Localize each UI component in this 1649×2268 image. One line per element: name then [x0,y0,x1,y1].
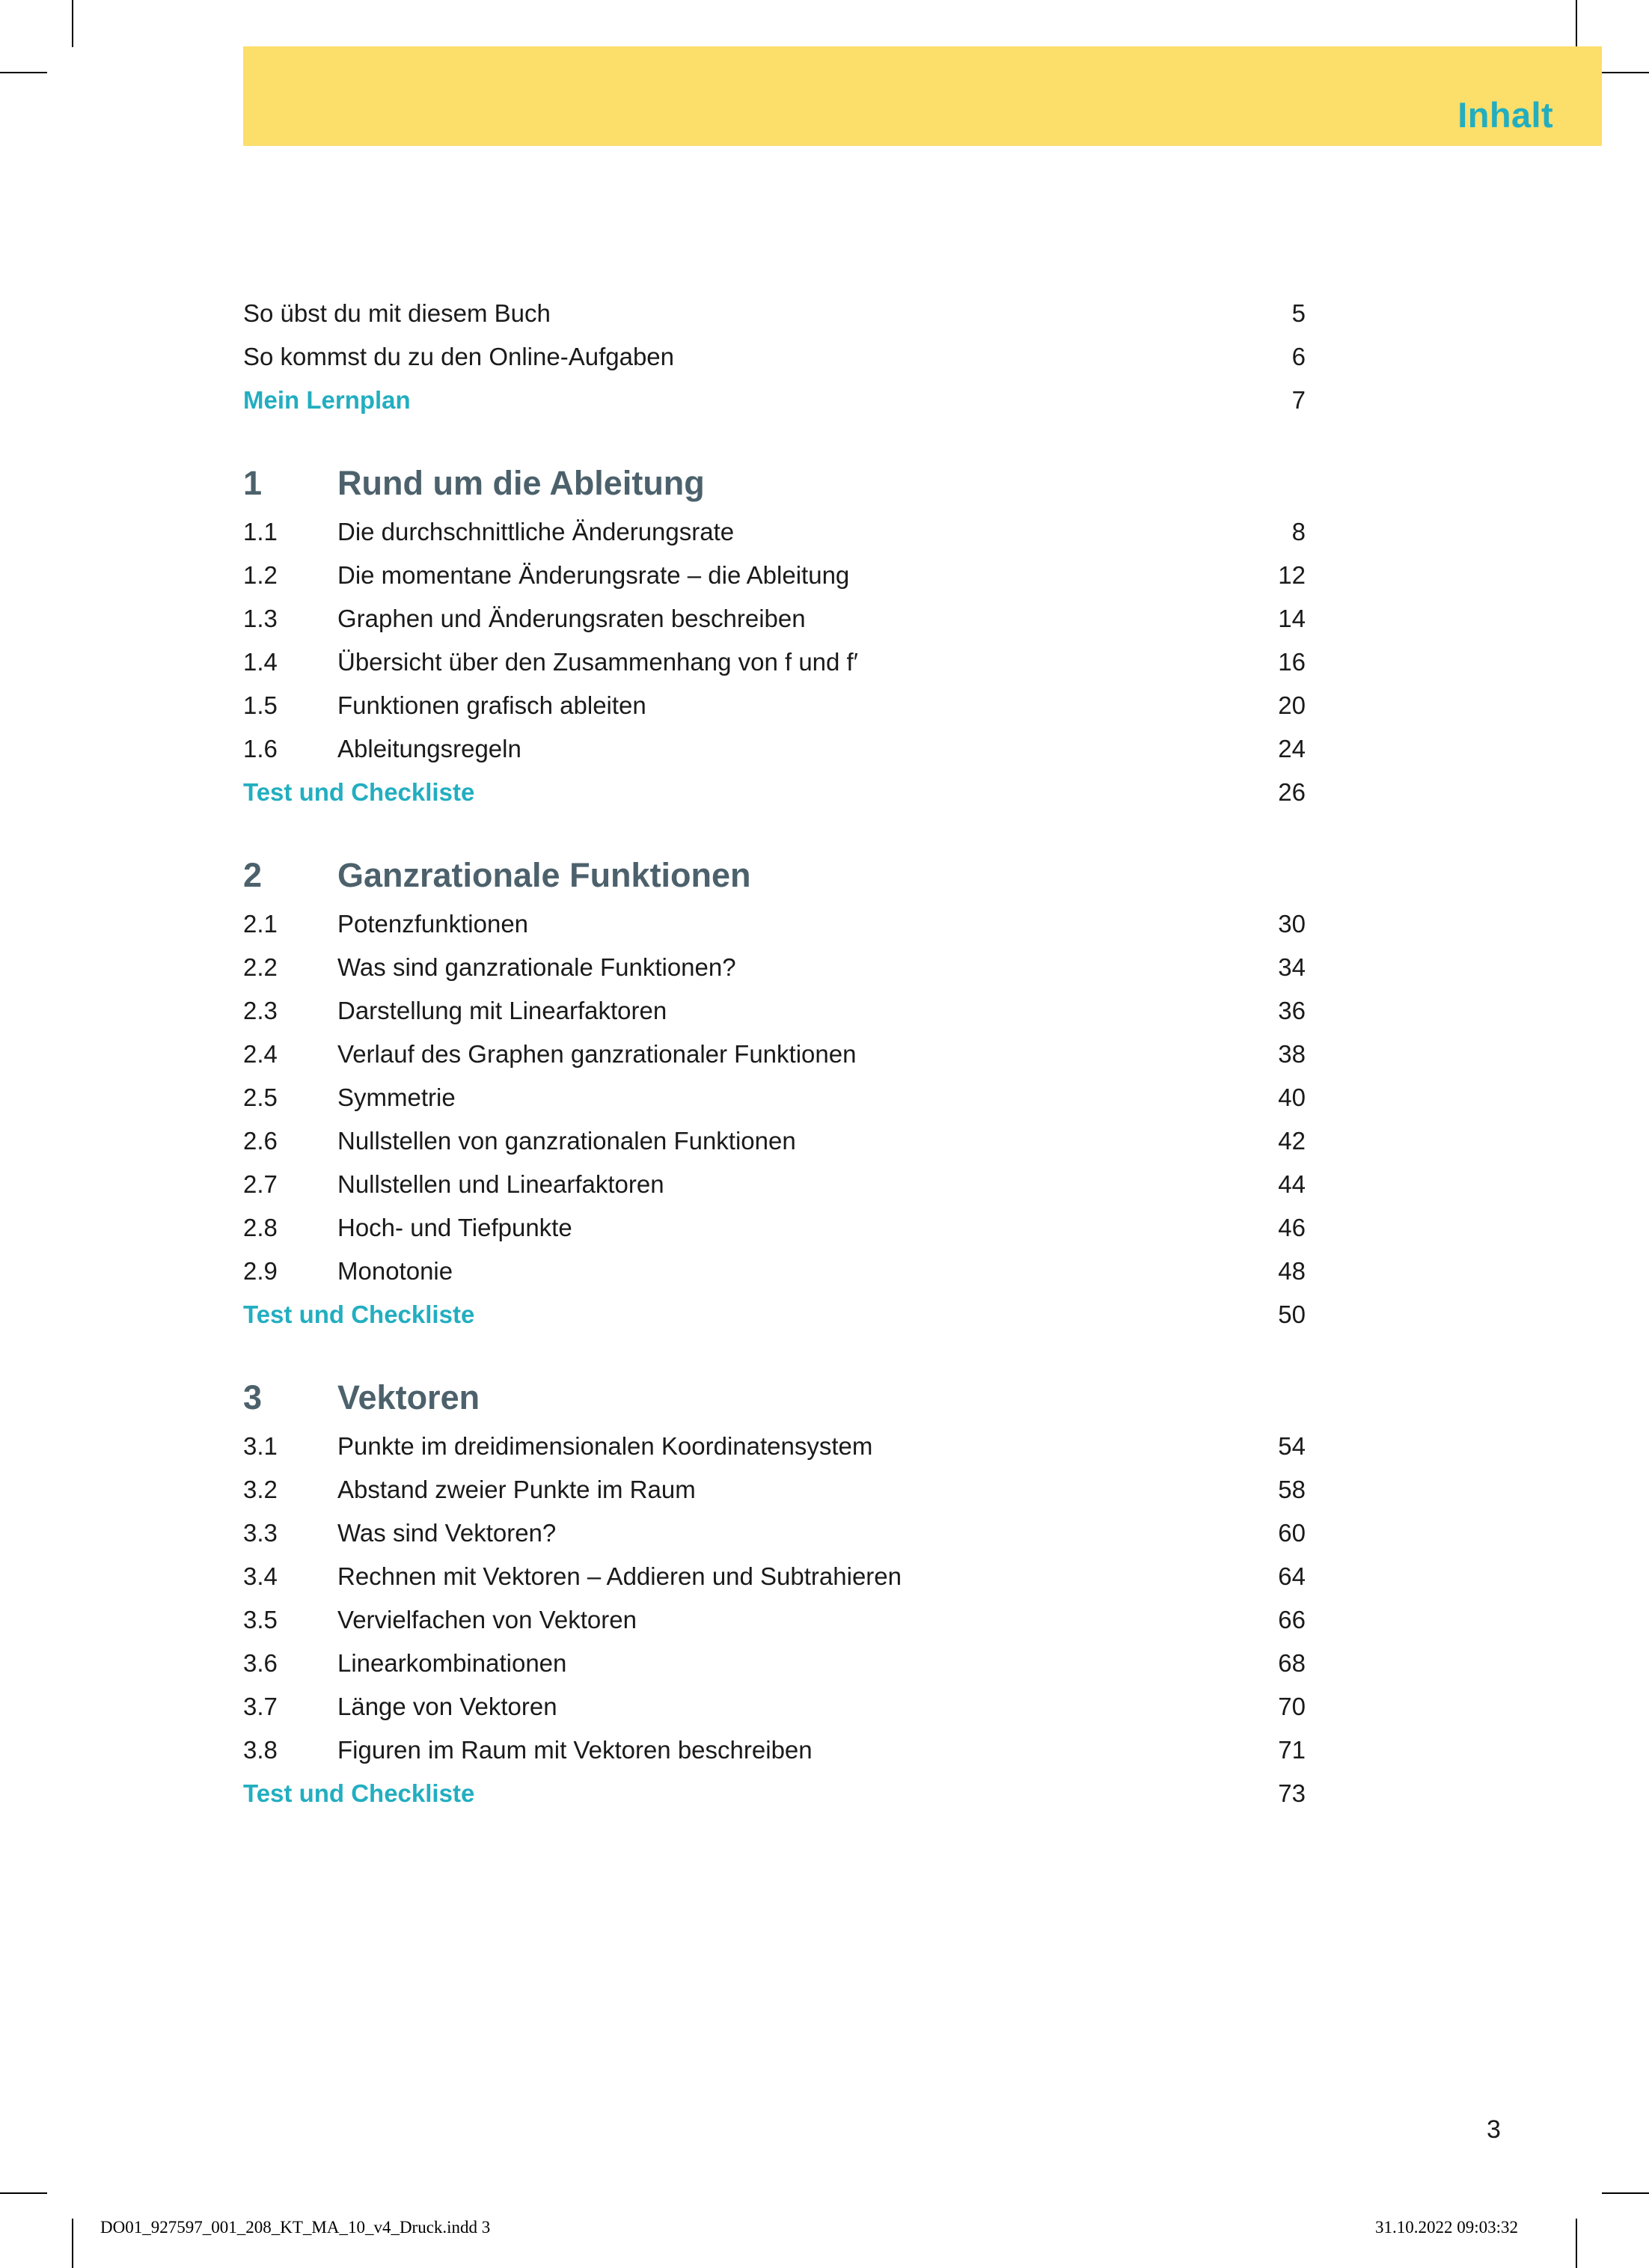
toc-entry-label: Test und Checkliste [243,1300,475,1328]
toc-entry-label: Nullstellen und Linearfaktoren [337,1170,664,1198]
toc-entry-label: Verlauf des Graphen ganzrationaler Funktionen [337,1040,857,1068]
toc-entry-2-9[interactable] [243,1250,1306,1293]
toc-entry-label: Die momentane Änderungsrate – die Ableitung [337,561,850,589]
toc-entry-page: 42 [1278,1127,1306,1155]
toc-entry-2-7[interactable] [243,1163,1306,1206]
toc-entry-number: 3.7 [243,1693,278,1720]
toc-entry-page: 66 [1278,1606,1306,1633]
toc-entry-label: Symmetrie [337,1083,456,1111]
toc-entry-label: Linearkombinationen [337,1649,567,1677]
chapter-number: 2 [243,856,263,894]
toc-entry-page: 34 [1278,953,1306,981]
toc-entry-3-7[interactable] [243,1685,1306,1728]
toc-entry-label: Hoch- und Tiefpunkte [337,1214,572,1241]
toc-entry-page: 44 [1278,1170,1306,1198]
toc-entry-3-1[interactable] [243,1425,1306,1468]
toc-entry-label: Darstellung mit Linearfaktoren [337,997,667,1024]
toc-entry-number: 3.2 [243,1476,278,1503]
page-header-band [243,46,1602,146]
toc-entry-label: Graphen und Änderungsraten beschreiben [337,605,806,632]
toc-entry-label: Mein Lernplan [243,386,411,414]
toc-entry-number: 1.1 [243,518,278,545]
chapter-title: Vektoren [337,1378,480,1416]
chapter-heading-1[interactable] [243,461,1306,506]
toc-entry-number: 3.4 [243,1562,278,1590]
toc-entry-page: 50 [1278,1300,1306,1328]
toc-entry-page: 24 [1278,735,1306,762]
toc-entry-number: 2.9 [243,1257,278,1285]
chapter-title: Ganzrationale Funktionen [337,856,751,894]
toc-entry-page: 58 [1278,1476,1306,1503]
toc-entry-2-4[interactable] [243,1033,1306,1076]
toc-entry-number: 2.3 [243,997,278,1024]
toc-entry-label: Funktionen grafisch ableiten [337,691,646,719]
table-of-contents [243,292,1306,1815]
chapter-group-2 [243,853,1306,1336]
toc-entry-page: 38 [1278,1040,1306,1068]
toc-entry-number: 1.5 [243,691,278,719]
toc-entry-1-3[interactable] [243,597,1306,641]
chapter-group-3 [243,1375,1306,1815]
toc-entry-label: Die durchschnittliche Änderungsrate [337,518,735,545]
toc-entry-page: 5 [1291,299,1306,327]
toc-entry-page: 70 [1278,1693,1306,1720]
toc-entry-2-1[interactable] [243,902,1306,946]
toc-entry-label: So übst du mit diesem Buch [243,299,551,327]
toc-entry-front-0[interactable] [243,292,1306,335]
toc-entry-page: 71 [1278,1736,1306,1764]
toc-entry-number: 3.1 [243,1432,278,1460]
toc-entry-label: Test und Checkliste [243,778,475,806]
toc-entry-3-2[interactable] [243,1468,1306,1512]
toc-entry-page: 30 [1278,910,1306,938]
toc-entry-2-3[interactable] [243,989,1306,1033]
front-matter-group [243,292,1306,422]
chapter-group-1 [243,461,1306,814]
toc-entry-3-5[interactable] [243,1598,1306,1642]
toc-entry-front-1[interactable] [243,335,1306,379]
toc-entry-2-8[interactable] [243,1206,1306,1250]
toc-entry-label: Was sind ganzrationale Funktionen? [337,953,736,981]
toc-entry-number: 3.6 [243,1649,278,1677]
toc-entry-page: 8 [1291,518,1306,545]
toc-entry-number: 2.1 [243,910,278,938]
crop-mark-bottom-right-horizontal [1602,2192,1649,2194]
chapter-number: 3 [243,1378,263,1416]
toc-entry-page: 40 [1278,1083,1306,1111]
print-slug-timestamp: 31.10.2022 09:03:32 [1375,2218,1519,2237]
page-title: Inhalt [1457,95,1553,135]
toc-entry-page: 7 [1291,386,1306,414]
toc-entry-page: 68 [1278,1649,1306,1677]
toc-entry-1-1[interactable] [243,510,1306,554]
toc-entry-2-5[interactable] [243,1076,1306,1119]
chapter-heading-2[interactable] [243,853,1306,898]
toc-entry-number: 2.7 [243,1170,278,1198]
toc-entry-page: 64 [1278,1562,1306,1590]
crop-mark-top-left-horizontal [0,72,47,73]
toc-entry-label: Figuren im Raum mit Vektoren beschreiben [337,1736,813,1764]
toc-entry-label: So kommst du zu den Online-Aufgaben [243,343,675,370]
toc-entry-number: 2.8 [243,1214,278,1241]
crop-mark-bottom-right-vertical [1576,2219,1577,2268]
toc-entry-page: 6 [1291,343,1306,370]
toc-entry-1-4[interactable] [243,641,1306,684]
toc-entry-page: 12 [1278,561,1306,589]
toc-entry-2-6[interactable] [243,1119,1306,1163]
toc-entry-test-checkliste-2[interactable] [243,1293,1306,1336]
toc-entry-number: 2.6 [243,1127,278,1155]
page-number: 3 [1487,2115,1501,2144]
toc-entry-number: 2.2 [243,953,278,981]
toc-entry-number: 3.5 [243,1606,278,1633]
toc-entry-3-8[interactable] [243,1728,1306,1772]
chapter-title: Rund um die Ableitung [337,464,705,502]
toc-entry-3-6[interactable] [243,1642,1306,1685]
toc-entry-label: Ableitungsregeln [337,735,521,762]
toc-entry-1-5[interactable] [243,684,1306,727]
toc-entry-label: Was sind Vektoren? [337,1519,557,1547]
toc-entry-number: 2.5 [243,1083,278,1111]
toc-entry-page: 48 [1278,1257,1306,1285]
toc-entry-page: 26 [1278,778,1306,806]
toc-entry-page: 46 [1278,1214,1306,1241]
toc-entry-page: 36 [1278,997,1306,1024]
toc-entry-1-2[interactable] [243,554,1306,597]
toc-entry-test-checkliste-1[interactable] [243,771,1306,814]
toc-entry-label: Übersicht über den Zusammenhang von f und f′ [337,648,858,676]
toc-entry-label: Vervielfachen von Vektoren [337,1606,637,1633]
toc-entry-3-4[interactable] [243,1555,1306,1598]
crop-mark-top-right-vertical [1576,0,1577,47]
toc-entry-page: 54 [1278,1432,1306,1460]
toc-entry-1-6[interactable] [243,727,1306,771]
toc-entry-label: Potenzfunktionen [337,910,529,938]
toc-entry-number: 2.4 [243,1040,278,1068]
toc-entry-page: 20 [1278,691,1306,719]
crop-mark-bottom-left-vertical [72,2219,73,2268]
toc-entry-number: 3.3 [243,1519,278,1547]
crop-mark-top-left-vertical [72,0,73,47]
toc-entry-label: Länge von Vektoren [337,1693,557,1720]
toc-entry-label: Nullstellen von ganzrationalen Funktionen [337,1127,796,1155]
toc-entry-number: 1.4 [243,648,278,676]
toc-entry-label: Test und Checkliste [243,1779,475,1807]
toc-entry-page: 73 [1278,1779,1306,1807]
toc-entry-number: 1.6 [243,735,278,762]
toc-entry-test-checkliste-3[interactable] [243,1772,1306,1815]
toc-entry-page: 14 [1278,605,1306,632]
chapter-heading-3[interactable] [243,1375,1306,1420]
print-slug-filename: DO01_927597_001_208_KT_MA_10_v4_Druck.indd 3 [100,2218,491,2237]
toc-entry-page: 60 [1278,1519,1306,1547]
crop-mark-top-right-horizontal [1602,72,1649,73]
toc-entry-number: 3.8 [243,1736,278,1764]
toc-entry-3-3[interactable] [243,1512,1306,1555]
toc-entry-2-2[interactable] [243,946,1306,989]
chapter-number: 1 [243,464,263,502]
toc-entry-mein-lernplan[interactable] [243,379,1306,422]
toc-entry-label: Abstand zweier Punkte im Raum [337,1476,696,1503]
toc-entry-page: 16 [1278,648,1306,676]
crop-mark-bottom-left-horizontal [0,2192,47,2194]
toc-entry-label: Punkte im dreidimensionalen Koordinatensystem [337,1432,873,1460]
toc-entry-label: Rechnen mit Vektoren – Addieren und Subtrahieren [337,1562,902,1590]
toc-entry-number: 1.3 [243,605,278,632]
toc-entry-label: Monotonie [337,1257,453,1285]
toc-entry-number: 1.2 [243,561,278,589]
